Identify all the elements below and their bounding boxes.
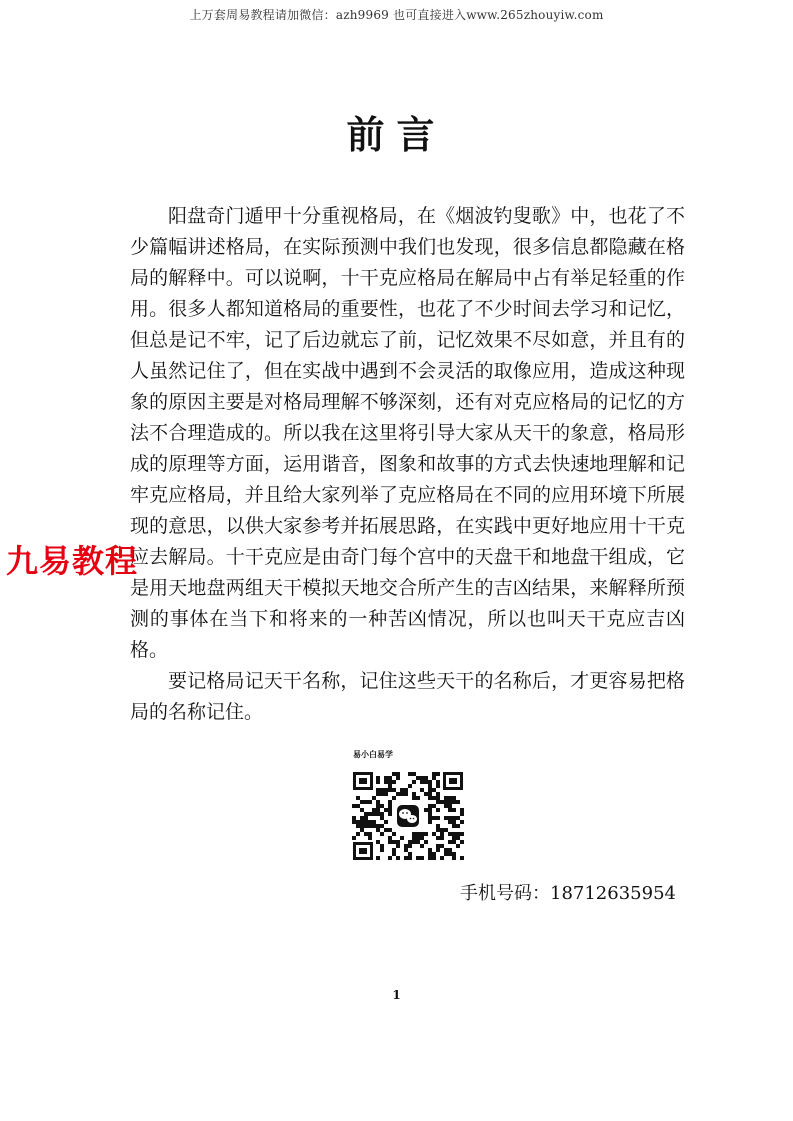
qr-module [384,780,388,784]
qr-module [384,776,388,780]
qr-module [372,820,376,824]
qr-module [392,852,396,856]
qr-module [432,852,436,856]
qr-module [420,788,424,792]
qr-module [456,816,460,820]
qr-module [440,836,444,840]
qr-module [388,836,392,840]
qr-module [376,800,380,804]
qr-module [440,828,444,832]
qr-module [380,816,384,820]
qr-module [448,820,452,824]
qr-module [424,780,428,784]
qr-module [444,848,448,852]
qr-module [368,800,372,804]
wechat-icon [395,803,421,829]
qr-module [452,816,456,820]
paragraph-1: 阳盘奇门遁甲十分重视格局，在《烟波钓叟歌》中，也花了不少篇幅讲述格局，在实际预测中我们也发现，很多信息都隐藏在格局的解释中。可以说啊，十干克应格局在解局中占有举足轻重的作用。很多人都知道格局的重要性，也花了不少时间去学习和记忆，但总是记不牢，记了后边就忘了前，记忆效果不尽如意，并且有的人虽然记住了，但在实战中遇到不会灵活的取像应用，造成这种现象的原因主要是对格局理解不够深刻，还有对克应格局的记忆的方法不合理造成的。所以我在这里将引导大家从天干的象意，格局形成的原理等方面，运用谐音，图象和故事的方式去快速地理解和记牢克应格局，并且给大家列举了克应格局在不同的应用环境下所展现的意思，以供大家参考并拓展思路，在实践中更好地应用十干克应去解局。十干克应是由奇门每个宫中的天盘干和地盘干组成，它是用天地盘两组天干模拟天地交合所产生的吉凶结果，来解释所预测的事体在当下和将来的一种苦凶情况，所以也叫天干克应吉凶格。 [130,205,685,661]
qr-module [436,784,440,788]
qr-module [380,804,384,808]
qr-module [460,812,464,816]
qr-module [444,796,448,800]
qr-module [368,832,372,836]
qr-module [412,792,416,796]
qr-module [372,808,376,812]
qr-module [372,812,376,816]
qr-module [376,792,380,796]
qr-module [384,792,388,796]
qr-module [452,856,456,860]
qr-finder-bottom-left [353,842,373,860]
qr-module [364,816,368,820]
qr-module [384,820,388,824]
qr-module [412,780,416,784]
qr-module [400,788,404,792]
qr-module [428,852,432,856]
qr-module [460,820,464,824]
qr-finder-top-right [443,772,463,790]
qr-module [408,844,412,848]
qr-module [388,800,392,804]
qr-module [376,808,380,812]
qr-module [380,812,384,816]
qr-module [460,832,464,836]
phone-number: 手机号码：18712635954 [460,883,676,904]
qr-module [448,840,452,844]
qr-module [368,836,372,840]
qr-module [388,788,392,792]
qr-module [444,800,448,804]
qr-module [440,856,444,860]
qr-module [388,780,392,784]
qr-module [452,820,456,824]
qr-module [428,820,432,824]
qr-module [392,832,396,836]
qr-module [428,812,432,816]
qr-module [436,772,440,776]
qr-module [368,824,372,828]
qr-module [352,836,356,840]
qr-module [424,808,428,812]
qr-module [452,824,456,828]
qr-module [432,832,436,836]
qr-module [436,808,440,812]
qr-module [352,816,356,820]
qr-module [356,796,360,800]
qr-module [456,832,460,836]
qr-module [360,828,364,832]
qr-module [440,800,444,804]
qr-module [408,784,412,788]
qr-module [376,856,380,860]
body-text [130,201,685,728]
qr-module [412,832,416,836]
qr-module [380,792,384,796]
qr-module [436,844,440,848]
qr-module [412,840,416,844]
qr-module [412,836,416,840]
qr-module [364,832,368,836]
qr-module [396,844,400,848]
qr-module [376,828,380,832]
qr-module [428,788,432,792]
qr-module [416,836,420,840]
qr-module [352,804,356,808]
qr-module [420,832,424,836]
qr-module [392,796,396,800]
qr-module [396,772,400,776]
qr-module [424,840,428,844]
qr-module [436,800,440,804]
qr-module [364,800,368,804]
qr-module [436,816,440,820]
qr-module [376,788,380,792]
qr-module [360,816,364,820]
qr-module [424,792,428,796]
qr-module [376,824,380,828]
qr-module [452,796,456,800]
qr-module [448,800,452,804]
qr-module [388,840,392,844]
page-title: 前言 [346,112,447,157]
qr-module [396,776,400,780]
qr-module [436,792,440,796]
qr-module [388,784,392,788]
qr-module [380,824,384,828]
qr-module [456,800,460,804]
qr-module [376,776,380,780]
qr-module [392,780,396,784]
qr-module [388,804,392,808]
qr-module [460,856,464,860]
qr-module [412,796,416,800]
qr-module [452,836,456,840]
qr-module [436,824,440,828]
qr-module [452,800,456,804]
qr-module [392,848,396,852]
qr-module [416,832,420,836]
qr-module [356,832,360,836]
qr-module [420,836,424,840]
qr-module [404,792,408,796]
qr-module [456,844,460,848]
qr-module [424,776,428,780]
qr-module [388,856,392,860]
qr-module [444,828,448,832]
qr-module [440,844,444,848]
qr-module [448,804,452,808]
qr-module [396,792,400,796]
qr-module [456,836,460,840]
qr-module [444,816,448,820]
qr-module [408,856,412,860]
qr-module [444,804,448,808]
qr-module [432,796,436,800]
qr-module [400,836,404,840]
qr-module [416,796,420,800]
qr-module [376,804,380,808]
qr-module [440,832,444,836]
qr-module [372,824,376,828]
qr-module [384,828,388,832]
qr-finder-top-left [353,772,373,790]
qr-module [376,780,380,784]
qr-module [380,848,384,852]
watermark-logo: 九易教程 [6,542,139,580]
qr-module [388,808,392,812]
qr-module [452,832,456,836]
qr-module [356,820,360,824]
qr-module [388,776,392,780]
qr-module [364,812,368,816]
qr-module [420,844,424,848]
qr-module [392,788,396,792]
qr-module [404,788,408,792]
qr-module [388,812,392,816]
qr-module [360,820,364,824]
qr-module [448,808,452,812]
qr-caption: 易小白易学 [353,750,393,759]
qr-module [360,800,364,804]
qr-module [368,820,372,824]
qr-module [428,804,432,808]
qr-module [360,824,364,828]
page-number: 1 [392,988,401,1002]
qr-module [428,784,432,788]
qr-module [388,828,392,832]
qr-module [428,816,432,820]
qr-module [372,796,376,800]
qr-module [448,796,452,800]
qr-module [380,844,384,848]
qr-module [380,832,384,836]
qr-module [444,852,448,856]
qr-module [452,852,456,856]
qr-module [360,808,364,812]
qr-module [432,816,436,820]
qr-module [408,772,412,776]
qr-module [432,804,436,808]
qr-module [460,840,464,844]
qr-module [428,848,432,852]
qr-module [364,824,368,828]
qr-module [380,788,384,792]
qr-module [416,840,420,844]
qr-module [400,792,404,796]
header-note: 上万套周易教程请加微信：azh9969 也可直接进入www.265zhouyiw.com [189,8,604,22]
paragraph-2: 要记格局记天干名称，记住这些天干的名称后，才更容易把格局的名称记住。 [130,670,685,723]
qr-module [364,820,368,824]
qr-module [432,776,436,780]
qr-module [456,824,460,828]
qr-module [420,776,424,780]
qr-module [428,796,432,800]
qr-module [428,808,432,812]
qr-module [448,848,452,852]
qr-module [392,840,396,844]
qr-module [448,852,452,856]
qr-module [428,780,432,784]
qr-module [396,856,400,860]
qr-module [408,852,412,856]
qr-module [420,856,424,860]
qr-module [376,840,380,844]
qr-module [428,792,432,796]
qr-module [384,808,388,812]
qr-module [384,788,388,792]
qr-module [392,772,396,776]
qr-module [452,808,456,812]
qr-module [424,832,428,836]
qr-module [396,840,400,844]
qr-module [416,776,420,780]
qr-module [356,824,360,828]
qr-module [420,780,424,784]
qr-module [404,856,408,860]
qr-module [404,848,408,852]
qr-module [428,856,432,860]
qr-module [432,856,436,860]
qr-module [436,828,440,832]
qr-module [448,832,452,836]
qr-module [436,780,440,784]
qr-module [452,840,456,844]
qr-module [356,804,360,808]
qr-module [376,812,380,816]
qr-module [460,808,464,812]
qr-module [408,840,412,844]
qr-module [448,816,452,820]
qr-module [432,772,436,776]
qr-module [436,836,440,840]
qr-module [404,844,408,848]
qr-module [432,788,436,792]
qr-module [416,856,420,860]
qr-module [436,848,440,852]
qr-code [352,771,464,861]
qr-module [412,772,416,776]
qr-module [368,812,372,816]
qr-module [436,796,440,800]
qr-module [352,820,356,824]
